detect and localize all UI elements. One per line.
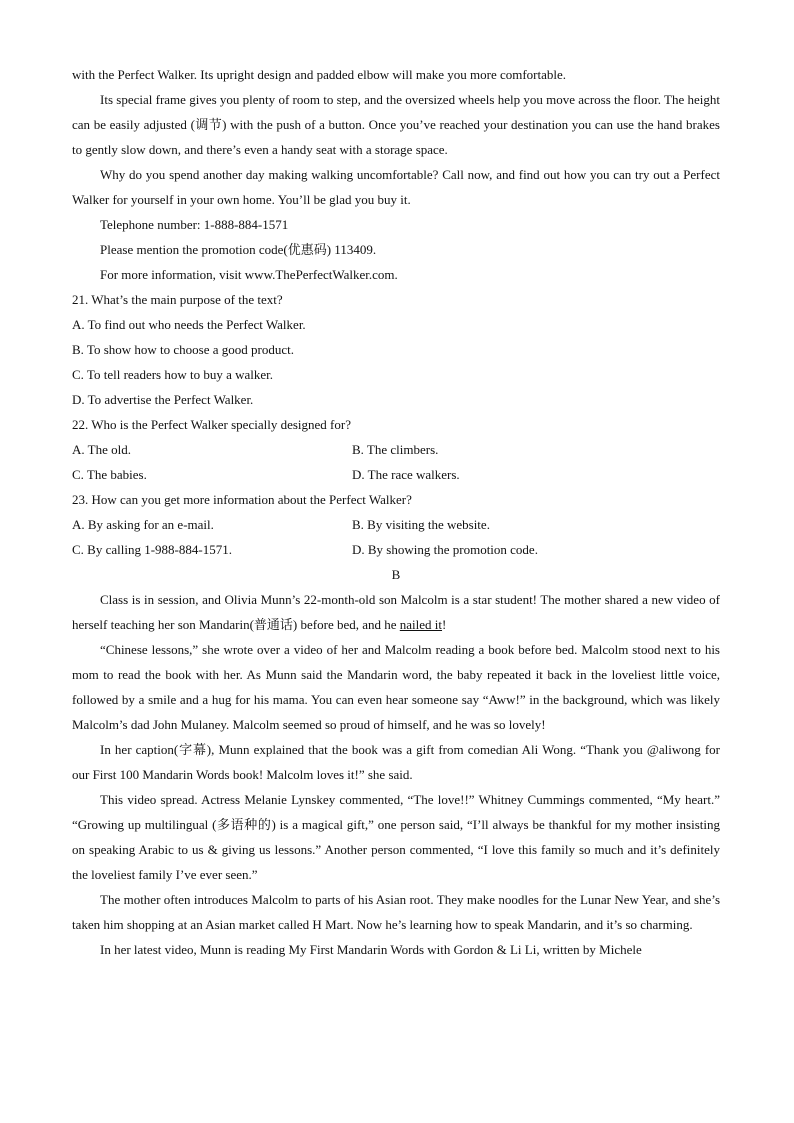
question-22-option-a: A. The old. xyxy=(72,442,131,457)
question-23-option-d: D. By showing the promotion code. xyxy=(352,542,538,557)
question-21-option-d: D. To advertise the Perfect Walker. xyxy=(72,392,254,407)
passage-b-p1-text: Class is in session, and Olivia Munn’s 22-month-old son Malcolm is a star student! The mother shared a new video of herself teaching her son Mandarin(普通话) before bed, and he xyxy=(72,592,720,632)
passage-a-paragraph-0: with the Perfect Walker. Its upright design and padded elbow will make you more comfortable. xyxy=(72,67,567,82)
question-21-option-c: C. To tell readers how to buy a walker. xyxy=(72,367,274,382)
question-23-options-row-1 xyxy=(72,512,720,537)
website-info: For more information, visit www.ThePerfectWalker.com. xyxy=(100,267,398,282)
question-22-option-d: D. The race walkers. xyxy=(352,467,460,482)
passage-b-paragraph-5: The mother often introduces Malcolm to parts of his Asian root. They make noodles for the Lunar New Year, and she’s taken him shopping at an Asian market called H Mart. Now he’s learning how to speak Mandarin, and it’s so charming. xyxy=(72,892,720,932)
section-b-heading: B xyxy=(391,567,401,582)
passage-b-paragraph-6: In her latest video, Munn is reading My First Mandarin Words with Gordon & Li Li, written by Michele xyxy=(100,942,642,957)
exam-page xyxy=(72,62,720,962)
passage-b-paragraph-3: In her caption(字幕), Munn explained that the book was a gift from comedian Ali Wong. “Thank you @aliwong for our First 100 Mandarin Words book! Malcolm loves it!” she said. xyxy=(72,742,720,782)
telephone-number: Telephone number: 1-888-884-1571 xyxy=(100,217,289,232)
promotion-code: Please mention the promotion code(优惠码) 113409. xyxy=(100,242,377,257)
question-23-option-c: C. By calling 1-988-884-1571. xyxy=(72,542,232,557)
question-21: 21. What’s the main purpose of the text? xyxy=(72,292,283,307)
question-23-option-a: A. By asking for an e-mail. xyxy=(72,517,214,532)
question-22-option-c: C. The babies. xyxy=(72,467,147,482)
nailed-it-underlined: nailed it xyxy=(399,617,443,632)
passage-b-p1-end: ! xyxy=(442,617,447,632)
passage-b-paragraph-4: This video spread. Actress Melanie Lynskey commented, “The love!!” Whitney Cummings commented, “My heart.” “Growing up multilingual (多语种的) is a magical gift,” one person said, “I’ll always be thankful for my mother insisting on speaking Arabic to us & giving us lessons.” Another person commented, “I love this family so much and it’s definitely the loveliest family I’ve ever seen.” xyxy=(72,792,720,882)
passage-b-paragraph-1 xyxy=(72,587,720,637)
question-22-options-row-2 xyxy=(72,462,720,487)
passage-a-paragraph-1: Its special frame gives you plenty of room to step, and the oversized wheels help you move across the floor. The height can be easily adjusted (调节) with the push of a button. Once you’ve reached your destination you can use the hand brakes to gently slow down, and there’s even a handy seat with a storage space. xyxy=(72,92,720,157)
question-23-options-row-2 xyxy=(72,537,720,562)
question-23-option-b: B. By visiting the website. xyxy=(352,517,490,532)
question-22-options-row-1 xyxy=(72,437,720,462)
question-21-option-a: A. To find out who needs the Perfect Walker. xyxy=(72,317,306,332)
passage-a-paragraph-2: Why do you spend another day making walking uncomfortable? Call now, and find out how you can try out a Perfect Walker for yourself in your own home. You’ll be glad you buy it. xyxy=(72,167,720,207)
question-22: 22. Who is the Perfect Walker specially designed for? xyxy=(72,417,351,432)
passage-b-paragraph-2: “Chinese lessons,” she wrote over a video of her and Malcolm reading a book before bed. Malcolm stood next to his mom to read the book with her. As Munn said the Mandarin word, the baby repeated it back in the loveliest little voice, followed by a smile and a hug for his mama. You can even hear someone say “Aww!” in the background, which was likely Malcolm’s dad John Mulaney. Malcolm seemed so proud of himself, and he was so lovely! xyxy=(72,642,720,732)
question-21-option-b: B. To show how to choose a good product. xyxy=(72,342,294,357)
question-22-option-b: B. The climbers. xyxy=(352,442,439,457)
question-23: 23. How can you get more information about the Perfect Walker? xyxy=(72,492,412,507)
